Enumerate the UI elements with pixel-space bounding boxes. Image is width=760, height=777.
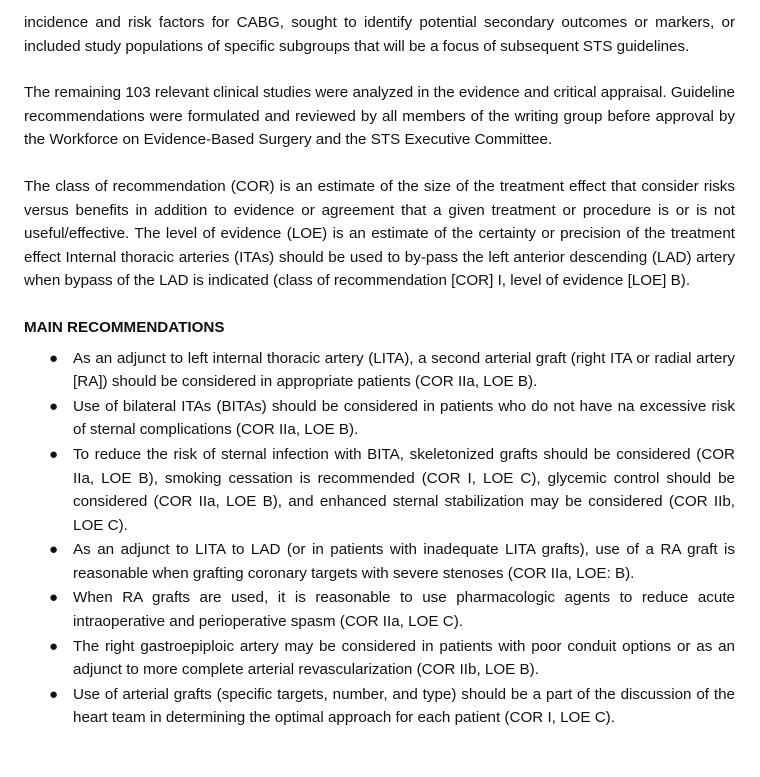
list-item-text: Use of arterial grafts (specific targets, number, and type) should be a part of the discussion of the heart team in determining the optimal approach for each patient (COR I, LOE C). [73,685,735,727]
bullet-icon: ● [49,349,59,367]
paragraph-evidence-analysis: The remaining 103 relevant clinical studies were analyzed in the evidence and critical appraisal. Guideline recommendations were formulated and reviewed by all members of the writing group before approval by the Workforce on Evidence-Based Surgery and the STS Executive Committee. [24,84,735,149]
list-item [24,347,735,394]
list-item-text: As an adjunct to left internal thoracic artery (LITA), a second arterial graft (right ITA or radial artery [RA]) should be considered in appropriate patients (COR IIa, LOE B). [73,349,735,391]
list-item [24,538,735,585]
section-heading: MAIN RECOMMENDATIONS [24,318,225,336]
list-item-text: To reduce the risk of sternal infection with BITA, skeletonized grafts should be considered (COR IIa, LOE B), smoking cessation is recommended (COR I, LOE C), glycemic control should be considered (COR IIa, LOE B), and enhanced sternal stabilization may be considered (COR IIb, LOE C). [73,445,735,534]
list-item-text: When RA grafts are used, it is reasonable to use pharmacologic agents to reduce acute intraoperative and perioperative spasm (COR IIa, LOE C). [73,589,735,631]
bullet-icon: ● [49,397,59,415]
bullet-icon: ● [49,589,59,607]
list-item [24,683,735,730]
bullet-icon: ● [49,541,59,559]
list-item-text: Use of bilateral ITAs (BITAs) should be considered in patients who do not have na excessive risk of sternal complications (COR IIa, LOE B). [73,397,735,439]
list-item [24,635,735,682]
list-item [24,586,735,633]
paragraph-cor-loe-definition: The class of recommendation (COR) is an estimate of the size of the treatment effect that consider risks versus benefits in addition to evidence or agreement that a given treatment or procedure is or is not useful/effective. The level of evidence (LOE) is an estimate of the certainty or precision of the treatment effect Internal thoracic arteries (ITAs) should be used to by-pass the left anterior descending (LAD) artery when bypass of the LAD is indicated (class of recommendation [COR] I, level of evidence [LOE] B). [24,177,735,290]
recommendations-list [24,347,735,731]
list-item [24,395,735,442]
list-item [24,443,735,537]
bullet-icon: ● [49,685,59,703]
list-item-text: As an adjunct to LITA to LAD (or in patients with inadequate LITA grafts), use of a RA graft is reasonable when grafting coronary targets with severe stenoses (COR IIa, LOE: B). [73,541,735,582]
bullet-icon: ● [49,445,59,463]
paragraph-study-scope: incidence and risk factors for CABG, sought to identify potential secondary outcomes or markers, or included study populations of specific subgroups that will be a focus of subsequent STS guidelines. [24,14,735,55]
bullet-icon: ● [49,637,59,655]
list-item-text: The right gastroepiploic artery may be considered in patients with poor conduit options or as an adjunct to more complete arterial revascularization (COR IIb, LOE B). [73,637,735,679]
